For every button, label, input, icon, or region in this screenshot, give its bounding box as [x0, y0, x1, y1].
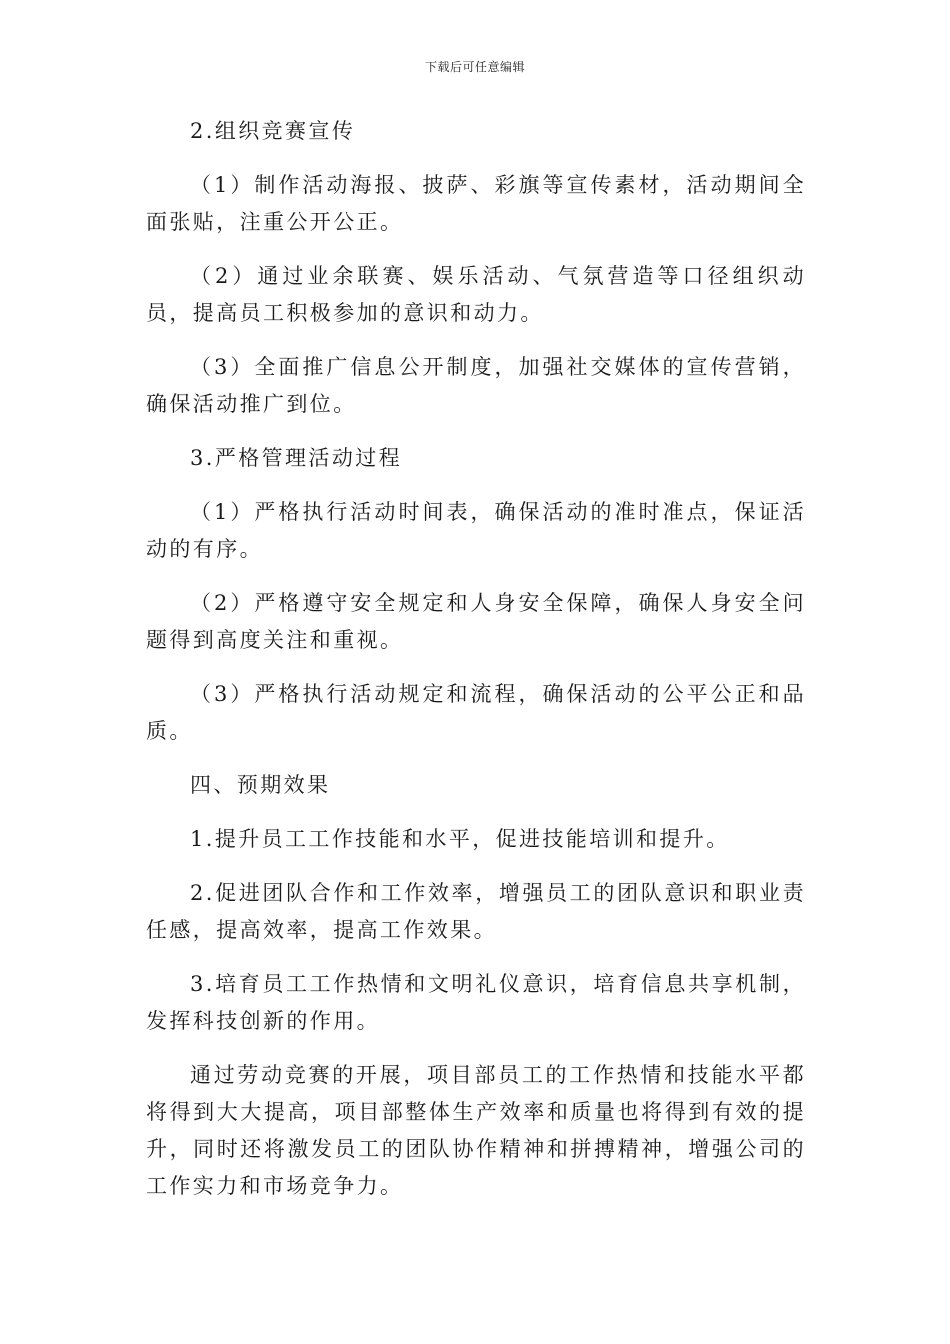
expected-result-1: 1.提升员工工作技能和水平，促进技能培训和提升。 — [190, 827, 730, 851]
management-item-1: （1）严格执行活动时间表，确保活动的准时准点，保证活动的有序。 — [146, 500, 806, 561]
publicity-item-1: （1）制作活动海报、披萨、彩旗等宣传素材，活动期间全面张贴，注重公开公正。 — [146, 173, 806, 234]
expected-result-3: 3.培育员工工作热情和文明礼仪意识，培育信息共享机制，发挥科技创新的作用。 — [146, 972, 806, 1033]
document-body — [146, 113, 806, 1222]
section-heading-management: 3.严格管理活动过程 — [190, 446, 403, 470]
management-item-3: （3）严格执行活动规定和流程，确保活动的公平公正和品质。 — [146, 682, 806, 743]
management-item-2: （2）严格遵守安全规定和人身安全保障，确保人身安全问题得到高度关注和重视。 — [146, 591, 806, 652]
conclusion-paragraph: 通过劳动竞赛的开展，项目部员工的工作热情和技能水平都将得到大大提高，项目部整体生产效率和质量也将得到有效的提升，同时还将激发员工的团队协作精神和拼搏精神，增强公司的工作实力和市场竞争力。 — [146, 1063, 806, 1198]
publicity-item-3: （3）全面推广信息公开制度，加强社交媒体的宣传营销，确保活动推广到位。 — [146, 355, 806, 416]
expected-result-2: 2.促进团队合作和工作效率，增强员工的团队意识和职业责任感，提高效率，提高工作效果。 — [146, 881, 806, 942]
section-heading-expected-results: 四、预期效果 — [190, 773, 331, 797]
page-header-note: 下载后可任意编辑 — [424, 60, 525, 74]
publicity-item-2: （2）通过业余联赛、娱乐活动、气氛营造等口径组织动员，提高员工积极参加的意识和动力。 — [146, 264, 806, 325]
section-heading-publicity: 2.组织竞赛宣传 — [190, 119, 356, 143]
